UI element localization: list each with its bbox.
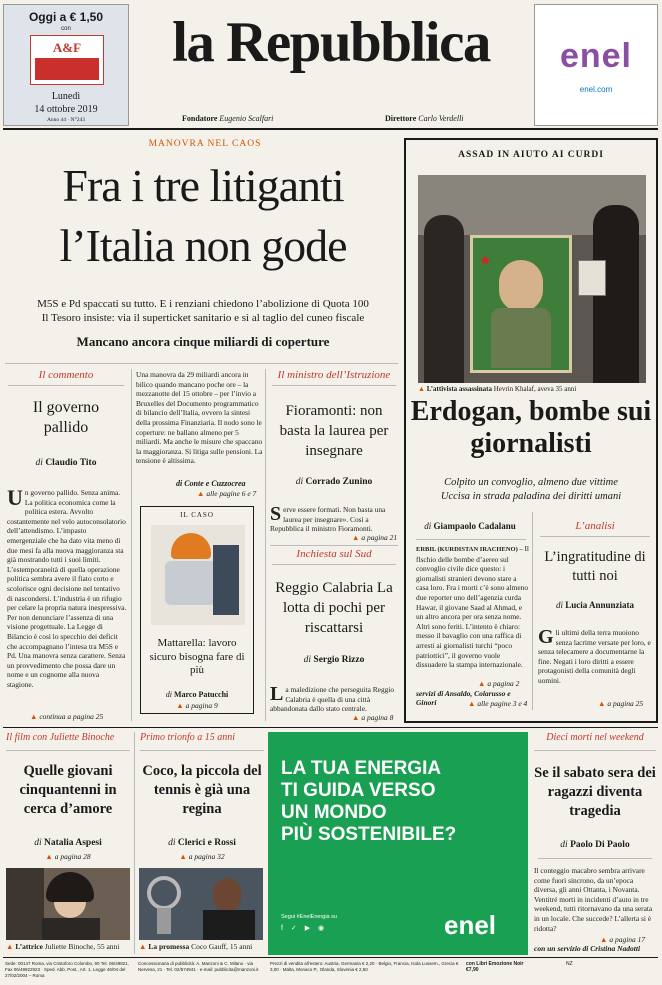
curdi-body (416, 544, 530, 679)
analisi-title: L’ingratitudine di tutti noi (544, 549, 646, 584)
caso-pageref[interactable]: ▲ a pagina 9 (176, 701, 218, 710)
portrait-poster (470, 235, 572, 373)
price-box (3, 4, 129, 126)
caso-pageref-text: a pagina 9 (185, 701, 218, 710)
sud-byline-name: Sergio Rizzo (313, 655, 365, 665)
masthead (0, 0, 662, 130)
col-divider-2 (265, 369, 266, 721)
ministro-title: Fioramonti: non basta la laurea per insegnare (279, 403, 389, 459)
sud-initial: L (270, 685, 284, 705)
sud-text: a maledizione che perseguita Reggio Calabria è quella di una città abbandonata dallo stato centrale. (270, 685, 395, 714)
commento-text: n governo pallido. Senza anima. La politica economica come la politica estera. Avvolto costantemente nel velo autoconsolatorio dell’attendismo. L’impasto emergenziale che ha dato vita meno di due mesi fa alla nuova maggioranza sta già mostrando tutti i suoi limiti. L’estemporaneità di quella operazione politica sembra avere il fiato corto e scolorisce ogni decisione nel tentativo di nascondersi. L’industria è un rifugio per celare la propria natura inespressiva. Per non denunciare l’assenza di una visione progettuale. La Legge di Bilancio è così lo specchio dei deficit che accompagnano l’intesa tra M5S e Pd. Una manovra senza carattere. Senza un provvedimento che possa dare un nome e un cognome alla nuova stagione. (7, 488, 127, 689)
commento-initial: U (7, 488, 23, 510)
director-name: Carlo Verdelli (418, 114, 464, 123)
ad-line-2: TI GUIDA VERSO (281, 780, 436, 801)
commento-byline-name: Claudio Tito (45, 458, 97, 468)
weekend-pageref-text: a pagina 17 (609, 935, 646, 944)
tennis-byline-pre: di (168, 838, 176, 848)
analisi-initial: G (538, 628, 554, 648)
commento-pageref[interactable]: ▲ continua a pagina 25 (30, 712, 104, 721)
ministro-initial: S (270, 505, 282, 525)
founder-name: Eugenio Scalfari (219, 114, 274, 123)
photo-dark-left (6, 868, 44, 940)
tennis-photo (139, 868, 263, 940)
enel-ad-box[interactable] (534, 4, 658, 126)
ministro-pageref-text: a pagina 21 (361, 533, 398, 542)
sud-body (270, 685, 398, 715)
founder-line (182, 114, 273, 123)
star-icon: ★ (479, 252, 492, 268)
tennis-kicker: Primo trionfo a 15 anni (140, 732, 236, 743)
sud-byline-pre: di (303, 655, 312, 665)
weekend-title: Se il sabato sera dei ragazzi diventa tragedia (534, 765, 656, 819)
ad-social-icons[interactable]: f ✓ ▶ ◉ (281, 925, 328, 932)
curdi-pageref-1[interactable]: ▲ a pagina 2 (478, 679, 520, 688)
date-full: 14 ottobre 2019 (34, 104, 98, 115)
sud-kicker-rule (272, 564, 396, 565)
weekend-kicker: Dieci morti nel weekend (546, 732, 644, 743)
enel-logo: enel (559, 37, 633, 75)
analisi-byline-pre: di (555, 600, 563, 610)
analisi-text: li ultimi della terra muoiono senza lacrime versate per loro, e senza telecamere a documentarne la fine. Negati i loro diritti a essere protagonisti della comunità degli uomini. (538, 628, 651, 685)
curdi-photo (418, 175, 646, 383)
ad-line-1: LA TUA ENERGIA (281, 758, 442, 779)
sud-byline (268, 655, 400, 665)
ministro-byline-name: Corrado Zunino (305, 477, 373, 487)
curdi-pageref-2[interactable]: ▲ alle pagine 3 e 4 (468, 699, 528, 708)
sud-kicker: Inchiesta sul Sud (296, 548, 372, 560)
ad-social-text: Segui #EnelEnergia su (281, 914, 337, 920)
footer-col-5: NZ (566, 961, 573, 967)
ministro-kicker: Il ministro dell’Istruzione (277, 369, 391, 381)
analisi-body (538, 628, 652, 700)
tennis-kicker-rule (140, 750, 264, 751)
curdi-text: Il flschio delle bombe d’aereo sul convoglio civile dice questo: i giornalisti stranieri devono stare a casa loro. Fra i morti c’è sono almeno due reporter uno dell’agenzia curda Hawar, il giovane Saad al Ahmad, e un altro ancora per ora senza nome. Altri sono feriti. L’intento è chiaro: messo il bavaglio con una raffica di arresti ai giornalisti turchi “poco patriottici”, il governo vuole dissuadere la stampa internazionale. (416, 544, 529, 670)
commento-pageref-text: continua a pagina 25 (39, 712, 104, 721)
trophy-stem-shape (157, 908, 171, 934)
tennis-byline (138, 838, 266, 848)
lead-headline-1: Fra i tre litiganti (62, 160, 344, 211)
actress-hair-shape (46, 872, 94, 902)
curdi-dateline: ERBIL (KURDISTAN IRACHENO) – (416, 546, 523, 553)
founder-label: Fondatore (182, 114, 218, 123)
tennis-caption-bold: La promessa (148, 942, 190, 951)
tennis-pageref-text: a pagina 32 (188, 852, 225, 861)
lead-body: Una manovra da 29 miliardi ancora in bilico quando mancano poche ore – la mezzanotte del 15 ottobre – per l’invio a Bruxelles del Documento programmatico di bilancio dell’Italia, ovvero la sintesi della prossima Finanziaria. Il nodo sono le coperture: ne ballano almeno per 5 miliardi. Ma anche le misure che spaccano la maggioranza. Si litiga sulle pensioni. La tensione è altissima. (136, 370, 263, 466)
weekend-kicker-rule (534, 750, 656, 751)
ad-line-3: UN MONDO (281, 802, 387, 823)
binoche-kicker-rule (6, 750, 130, 751)
analisi-byline-name: Lucia Annunziata (565, 600, 635, 610)
weekend-byline-pre: di (560, 840, 568, 850)
binoche-kicker: Il film con Juliette Binoche (6, 732, 115, 743)
commento-byline (5, 458, 127, 468)
weekend-pageref[interactable]: ▲ a pagina 17 (600, 935, 646, 944)
player-face-shape (213, 878, 241, 912)
player-body-shape (203, 910, 255, 940)
lead-headline-2: l’Italia non gode (59, 220, 347, 271)
tennis-pageref[interactable]: ▲ a pagina 32 (179, 852, 225, 861)
col-divider-1 (131, 369, 132, 721)
weekend-byline (532, 840, 658, 850)
sud-title: Reggio Calabria La lotta di pochi per riscattarsi (275, 580, 393, 636)
ministro-kicker-rule (272, 385, 396, 386)
binoche-byline (5, 838, 131, 848)
protester-left-shape (424, 215, 464, 383)
date-day: Lunedì (51, 91, 81, 102)
enel-url: enel.com (579, 85, 613, 94)
curdi-services: servizi di Ansaldo, Colarusso e Ginori (416, 689, 511, 707)
ad-enel-logo: enel (444, 910, 497, 940)
actress-body-shape (42, 918, 100, 940)
ministro-byline-pre: di (295, 477, 304, 487)
tennis-caption: ▲ La promessa Coco Gauff, 15 anni (139, 942, 253, 951)
curdi-sub-1: Colpito un convoglio, almeno due vittime (444, 477, 618, 488)
curdi-box (404, 138, 658, 723)
caso-label: IL CASO (180, 511, 214, 519)
commento-kicker: Il commento (38, 369, 94, 381)
caso-box (140, 506, 254, 714)
curdi-byline-pre: di (424, 521, 432, 531)
binoche-caption-bold: L’attrice (15, 942, 43, 951)
trophy-icon (147, 876, 181, 910)
binoche-photo (6, 868, 130, 940)
footer-col-1: Sede: 00147 Roma, via Cristoforo Colombo, 90 Tel. 06/49821, Fax 06/49822923 · Sped. Abb. Post., Art. 1, Legge 46/04 del 27/02/2004 – Roma (5, 961, 129, 978)
weekend-byline-name: Paolo Di Paolo (570, 840, 630, 850)
lead-byline: di Conte e Cuzzocrea (176, 479, 246, 488)
binoche-caption: ▲ L’attrice Juliette Binoche, 55 anni (6, 942, 120, 951)
curdi-pageref-2-text: alle pagine 3 e 4 (477, 699, 528, 708)
worker-gloves-shape (165, 561, 217, 605)
tennis-caption-rest: Coco Gauff, 15 anni (191, 942, 253, 951)
weekend-byline-rule (538, 858, 652, 859)
binoche-caption-rest: Juliette Binoche, 55 anni (44, 942, 120, 951)
analisi-pageref[interactable]: ▲ a pagina 25 (598, 699, 644, 708)
supplement-logo: A&F (52, 40, 82, 55)
curdi-sub-2: Uccisa in strada paladina dei diritti umani (440, 491, 622, 502)
lead-sub-1: M5S e Pd spaccati su tutto. E i renziani chiedono l’abolizione di Quota 100 (37, 298, 369, 310)
bottom-divider-1 (134, 732, 135, 954)
lead-pageref[interactable]: ▲ alle pagine 6 e 7 (197, 489, 257, 498)
binoche-title: Quelle giovani cinquantenni in cerca d’amore (19, 763, 117, 817)
caso-byline-pre: di (165, 690, 172, 699)
director-line (385, 114, 464, 123)
worker-body-shape (213, 545, 239, 615)
commento-body (7, 488, 127, 713)
footer-col-3: Prezzi di vendita all’estero: Austria, Germania € 2,20 · Belgio, Francia, Isola Lussem., Grecia € 3,00 · Malta, Monaco P., Olanda, Slovenia € 2,50 (270, 961, 459, 972)
binoche-byline-pre: di (34, 838, 42, 848)
analisi-pageref-text: a pagina 25 (607, 699, 644, 708)
sud-pageref-text: a pagina 8 (361, 713, 394, 722)
ministro-pageref[interactable]: ▲ a pagina 21 (352, 533, 398, 542)
footer-col-2: Concessionaria di pubblicità: A. Manzoni & C. Milano · via Nervesa, 21 · Tel. 02/574941 · e-mail: pubblicita@manzoni.it (138, 961, 259, 972)
ministro-body (270, 505, 398, 535)
supplement-cover (30, 35, 104, 85)
curdi-caption: ▲ L’attivista assassinata Hevrin Khalaf, aveva 35 anni (418, 385, 577, 393)
enel-green-ad[interactable] (268, 732, 528, 955)
curdi-col-divider (532, 512, 533, 710)
portrait-uniform-shape (491, 308, 551, 368)
binoche-pageref[interactable]: ▲ a pagina 28 (45, 852, 91, 861)
caso-byline (141, 690, 253, 699)
sud-pageref[interactable]: ▲ a pagina 8 (352, 713, 394, 722)
tennis-byline-name: Clerici e Rossi (177, 838, 236, 848)
commento-kicker-rule (8, 385, 124, 386)
curdi-byline-name: Giampaolo Cadalanu (433, 521, 516, 531)
lead-divider (5, 363, 398, 364)
weekend-extra: con un servizio di Cristina Nadotti (534, 944, 641, 953)
lead-kicker: MANOVRA NEL CAOS (148, 139, 262, 149)
lead-deck: Mancano ancora cinque miliardi di coperture (76, 334, 330, 349)
curdi-caption-rest: Hevrin Khalaf, aveva 35 anni (493, 385, 577, 393)
tennis-title: Coco, la piccola del tennis è già una regina (142, 763, 262, 817)
curdi-kicker: ASSAD IN AIUTO AI CURDI (458, 150, 604, 160)
price-sub: con (61, 26, 71, 32)
caso-title: Mattarella: lavoro sicuro bisogna fare di più (149, 637, 245, 676)
footer-col-4: con Libri Emozione Noir €7,90 (466, 961, 524, 973)
binoche-byline-name: Natalia Aspesi (43, 838, 102, 848)
newspaper-title: la Repubblica (172, 11, 490, 74)
curdi-headline: Erdogan, bombe sui giornalisti (410, 396, 652, 459)
masthead-rule (3, 128, 658, 130)
ministro-sud-rule (270, 545, 398, 546)
analisi-kicker: L’analisi (575, 520, 615, 532)
ministro-text: erve essere formati. Non basta una laurea per insegnare». Così a Repubblica il ministro Fioramonti. (270, 505, 386, 534)
curdi-caption-bold: L’attivista assassinata (426, 385, 492, 393)
weekend-body: Il conteggio macabro sembra arrivare come fuori sincrono, da un’epoca diversa, gli anni Ottanta, i Novanta. Ventitré morti in incidenti d’auto in tre weekend, tutti ritornavano da una serata in un locale. Che succede? L’allerta si è ridotta? (534, 866, 653, 933)
footer-rule (3, 957, 658, 958)
caso-byline-name: Marco Patucchi (173, 690, 229, 699)
ad-line-4: PIÙ SOSTENIBILE? (281, 824, 457, 845)
lead-sub-2: Il Tesoro insiste: via il superticket sanitario e sì al taglio del cuneo fiscale (41, 312, 365, 324)
issue-number: Anno 44 · N°243 (46, 117, 86, 123)
bottom-band-rule (3, 727, 658, 728)
caso-photo (151, 525, 245, 625)
safety-helmet-icon (171, 533, 211, 559)
binoche-pageref-text: a pagina 28 (54, 852, 91, 861)
portrait-face-shape (499, 260, 543, 312)
lead-pageref-text: alle pagine 6 e 7 (206, 489, 257, 498)
small-poster (578, 260, 606, 296)
director-label: Direttore (385, 114, 417, 123)
analisi-byline (534, 600, 656, 610)
ministro-byline (268, 477, 400, 487)
analisi-kicker-rule (540, 536, 650, 537)
commento-title: Il governo pallido (32, 399, 100, 436)
price-label: Oggi a € 1,50 (28, 10, 104, 24)
commento-byline-pre: di (35, 458, 43, 468)
curdi-byline-rule (416, 539, 526, 540)
supplement-band (35, 58, 99, 80)
curdi-byline (410, 521, 530, 531)
curdi-pageref-1-text: a pagina 2 (487, 679, 520, 688)
